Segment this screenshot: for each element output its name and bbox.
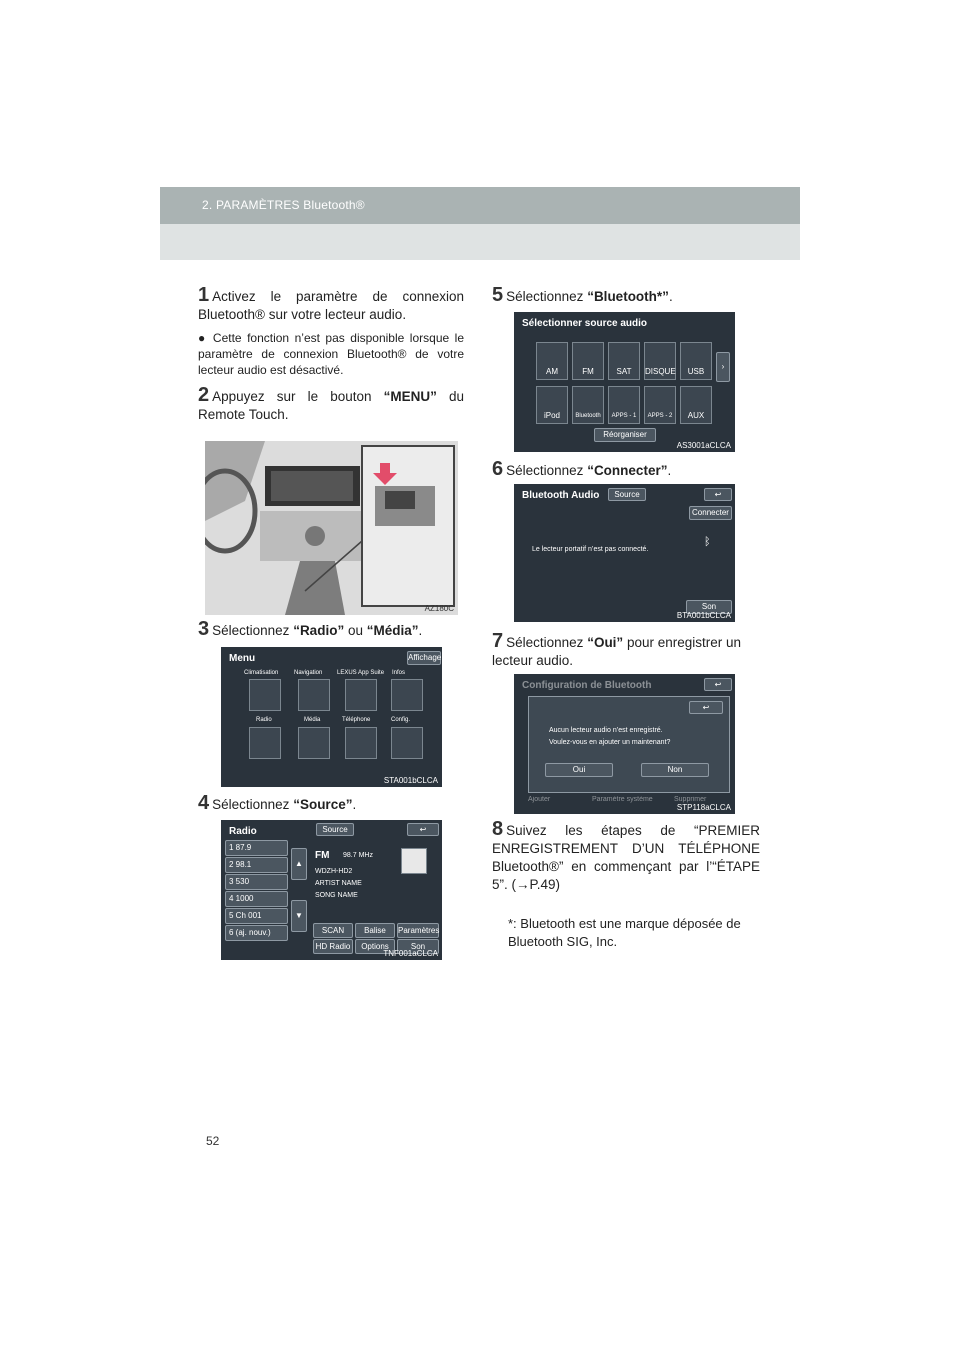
sound-button: Son [686, 600, 732, 614]
info-icon [391, 679, 423, 711]
menu-label: Téléphone [342, 717, 371, 723]
bullet-icon: ● [198, 331, 208, 345]
source-select-screen-image [514, 312, 735, 452]
hd-radio-button: HD Radio [313, 939, 353, 954]
delete-label: Supprimer [674, 796, 707, 803]
screen-title: Sélectionner source audio [522, 318, 648, 329]
header-bottom-band [160, 224, 800, 260]
usb-tile: USB [680, 342, 712, 380]
album-art-image [401, 848, 427, 874]
preset-button: 4 1000 [225, 891, 288, 907]
dialog-line-1: Aucun lecteur audio n’est enregistré. [549, 727, 663, 734]
image-code: STA001bCLCA [383, 776, 438, 785]
navigation-icon [298, 679, 330, 711]
radio-tower-icon [249, 727, 281, 759]
page-header [160, 187, 800, 260]
preset-button: 2 98.1 [225, 857, 288, 873]
sat-tile: SAT [608, 342, 640, 380]
dialog-line-2: Voulez-vous en ajouter un maintenant? [549, 739, 671, 746]
sound-button: Son [397, 939, 439, 954]
lexus-logo-icon [345, 679, 377, 711]
step-3-block [198, 620, 464, 640]
step-6-block [492, 460, 762, 480]
add-label: Ajouter [528, 796, 551, 803]
phone-icon [345, 727, 377, 759]
car-interior-drawing [205, 441, 458, 615]
back-icon: ↩ [704, 678, 732, 691]
step-2: 2 Appuyez sur le bouton “MENU” du Remote Touch. [198, 384, 464, 422]
step-1: 1 Activez le paramètre de connexion Bluetooth® sur votre lecteur audio. [198, 284, 464, 322]
section-title: 2. PARAMÈTRES Bluetooth® [202, 198, 365, 212]
ipod-tile: iPod [536, 386, 568, 424]
preset-button: 3 530 [225, 874, 288, 890]
source-button: Source [316, 823, 354, 836]
step-4-block [198, 794, 464, 814]
settings-icon [391, 727, 423, 759]
menu-label: Radio [256, 717, 272, 723]
screen-title: Bluetooth Audio [522, 490, 600, 501]
step-5-block [492, 286, 762, 306]
step-5: 5 Sélectionnez “Bluetooth*”. [492, 284, 673, 306]
footnote: *: Bluetooth est une marque déposée de Bluetooth SIG, Inc. [508, 916, 741, 949]
station-label: WDZH-HD2 [315, 868, 353, 875]
step-8-block [492, 820, 760, 894]
no-button: Non [641, 763, 709, 777]
status-message: Le lecteur portatif n’est pas connecté. [532, 546, 649, 553]
page-number: 52 [206, 1134, 220, 1148]
scroll-up-icon: ▲ [291, 848, 307, 880]
yes-button: Oui [545, 763, 613, 777]
next-page-icon: › [716, 352, 730, 382]
image-code: BTA001bCLCA [676, 611, 731, 620]
artist-label: ARTIST NAME [315, 880, 362, 887]
connect-button: Connecter [689, 506, 732, 520]
screen-title: Radio [229, 826, 257, 837]
disc-tile: DISQUE [644, 342, 676, 380]
menu-label: Navigation [294, 670, 323, 676]
dialog-box [528, 696, 730, 793]
step-7: 7 Sélectionnez “Oui” pour enregistrer un lecteur audio. [492, 630, 742, 668]
apps-1-tile: APPS - 1 [608, 386, 640, 424]
menu-label: Infos [392, 670, 406, 676]
image-code: AS3001aCLCA [676, 441, 731, 450]
step-8: 8 Suivez les étapes de “PREMIER ENREGISTREMENT D’UN TÉLÉPHONE Bluetooth®” en commençant par l’“ÉTAPE 5”. (→P.49) [492, 818, 760, 892]
preset-button: 1 87.9 [225, 840, 288, 856]
fm-tile: FM [572, 342, 604, 380]
song-label: SONG NAME [315, 892, 358, 899]
am-tile: AM [536, 342, 568, 380]
scroll-down-icon: ▼ [291, 900, 307, 932]
system-settings-label: Paramètre système [592, 796, 653, 803]
climate-icon [249, 679, 281, 711]
preset-button: 5 Ch 001 [225, 908, 288, 924]
left-column [198, 286, 464, 424]
car-interior-image [205, 441, 458, 615]
image-code: STP118aCLCA [676, 803, 731, 812]
register-dialog-screen-image [514, 674, 735, 814]
options-button: Options [355, 939, 395, 954]
menu-label: LEXUS App Suite [337, 670, 385, 676]
bluetooth-audio-screen-image [514, 484, 735, 622]
step-4: 4 Sélectionnez “Source”. [198, 792, 357, 814]
aux-tile: AUX [680, 386, 712, 424]
step-1-note: ● Cette fonction n’est pas disponible lorsque le paramètre de connexion Bluetooth® de votre lecteur audio est désactivé. [198, 331, 464, 377]
menu-label: Média [304, 717, 321, 723]
back-icon: ↩ [407, 823, 439, 836]
step-6: 6 Sélectionnez “Connecter”. [492, 458, 672, 480]
preset-button: 6 (aj. nouv.) [225, 925, 288, 941]
radio-screen-image [221, 820, 442, 960]
menu-screen-image [221, 647, 442, 787]
band-label: FM [315, 850, 330, 861]
reorder-button: Réorganiser [594, 428, 656, 442]
frequency-label: 98.7 MHz [343, 852, 373, 859]
back-icon: ↩ [704, 488, 732, 501]
menu-label: Climatisation [244, 670, 279, 676]
image-code: AZ180C [424, 604, 454, 613]
screen-title: Configuration de Bluetooth [522, 680, 652, 691]
scan-button: SCAN [313, 923, 353, 938]
music-note-icon [298, 727, 330, 759]
screen-title: Menu [229, 653, 256, 664]
source-button: Source [608, 488, 646, 501]
image-code: TNF001aCLCA [383, 949, 438, 958]
step-7-block [492, 632, 762, 670]
bluetooth-tile: Bluetooth [572, 386, 604, 424]
menu-label: Config. [391, 717, 411, 723]
apps-2-tile: APPS - 2 [644, 386, 676, 424]
bluetooth-icon: ᛒ [704, 536, 711, 548]
dialog-back-icon: ↩ [689, 701, 723, 714]
settings-button: Paramètres [397, 923, 439, 938]
display-button: Affichage [407, 651, 441, 665]
tag-button: Balise [355, 923, 395, 938]
step-3: 3 Sélectionnez “Radio” ou “Média”. [198, 618, 423, 640]
